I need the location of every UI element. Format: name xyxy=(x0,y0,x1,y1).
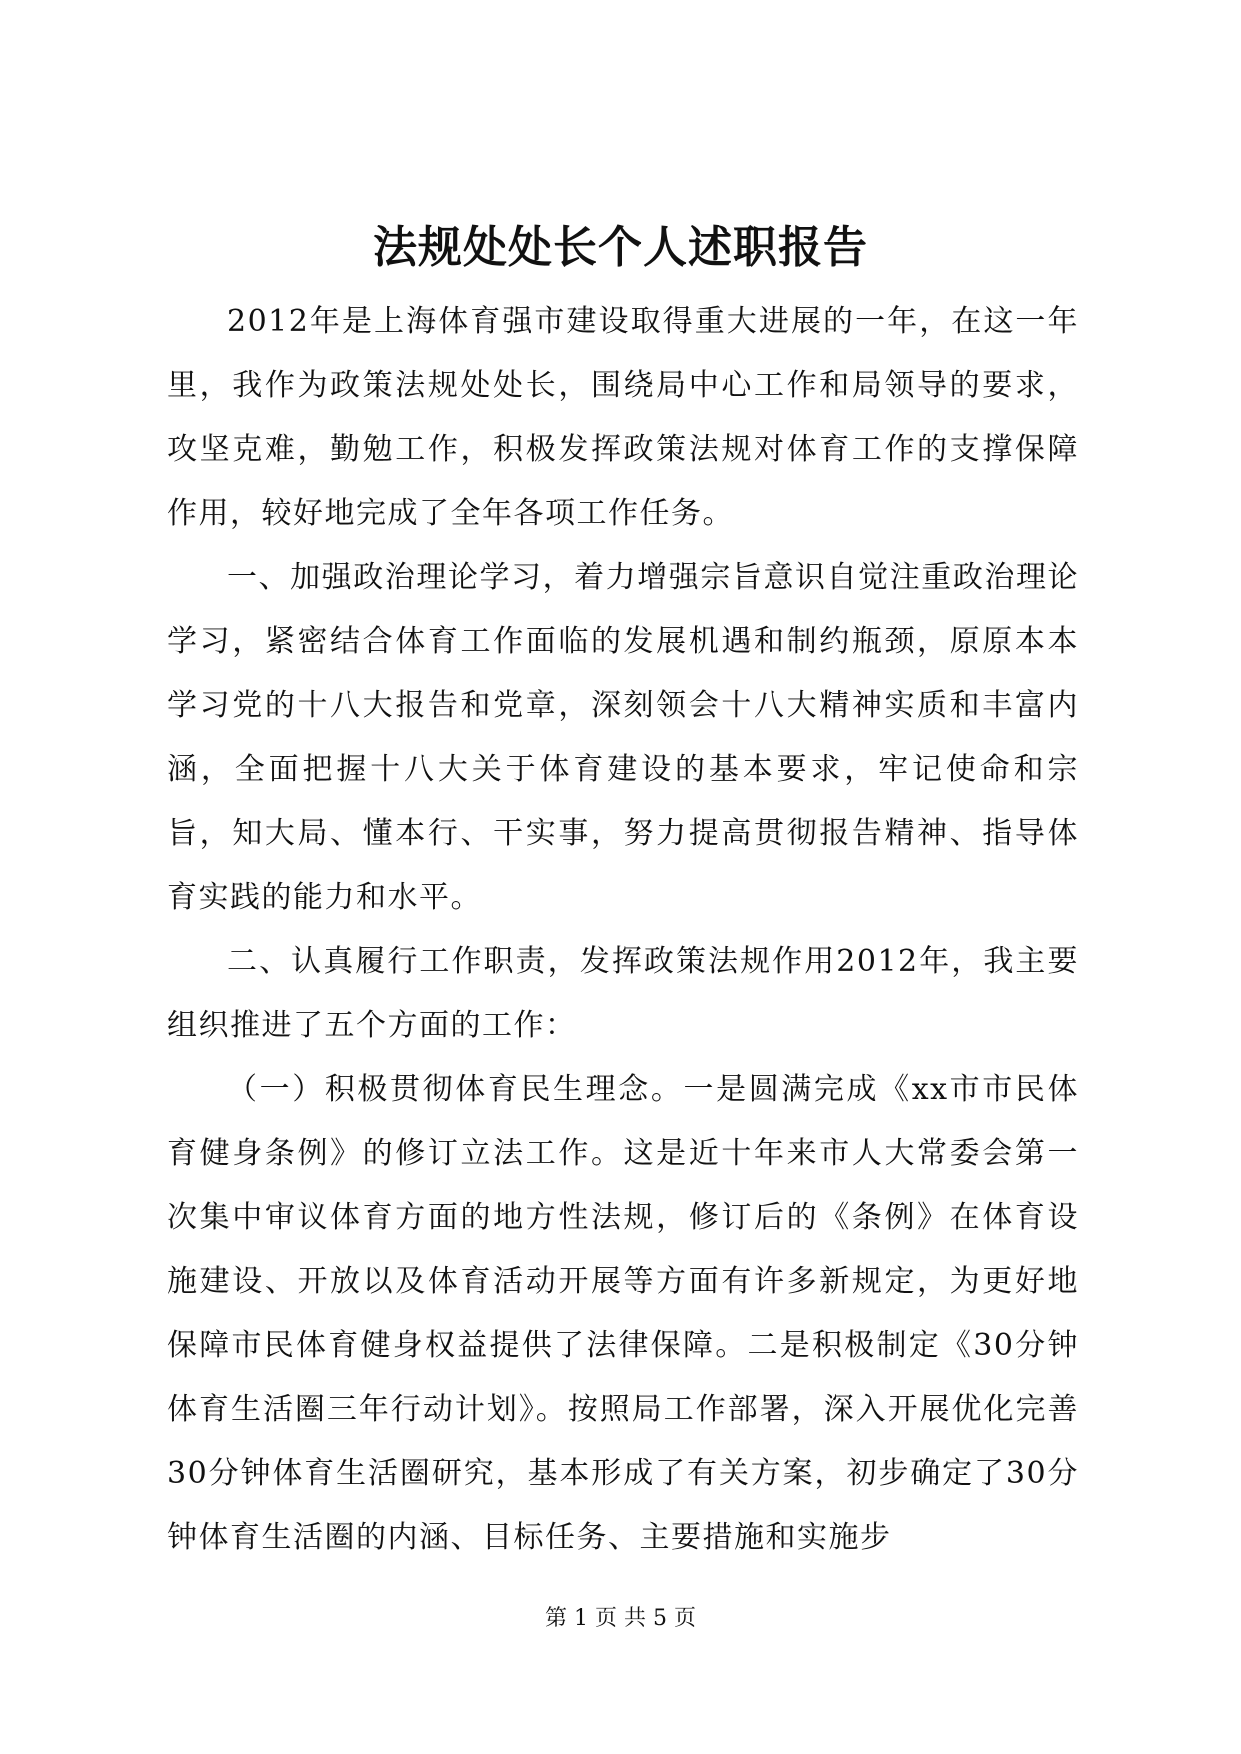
paragraph-section-2: 二、认真履行工作职责，发挥政策法规作用2012年，我主要组织推进了五个方面的工作： xyxy=(167,944,1079,1043)
document-body xyxy=(167,290,1079,1570)
page-footer: 第 1 页 共 5 页 xyxy=(545,1606,696,1631)
paragraph-subsection-1: （一）积极贯彻体育民生理念。一是圆满完成《xx市市民体育健身条例》的修订立法工作。这是近十年来市人大常委会第一次集中审议体育方面的地方性法规，修订后的《条例》在体育设施建设、开放以及体育活动开展等方面有许多新规定，为更好地保障市民体育健身权益提供了法律保障。二是积极制定《30分钟体育生活圈三年行动计划》。按照局工作部署，深入开展优化完善30分钟体育生活圈研究，基本形成了有关方案，初步确定了30分钟体育生活圈的内涵、目标任务、主要措施和实施步 xyxy=(167,1072,1079,1555)
paragraph-intro: 2012年是上海体育强市建设取得重大进展的一年，在这一年里，我作为政策法规处处长，围绕局中心工作和局领导的要求，攻坚克难，勤勉工作，积极发挥政策法规对体育工作的支撑保障作用，较好地完成了全年各项工作任务。 xyxy=(167,304,1079,531)
document-title: 法规处处长个人述职报告 xyxy=(373,222,868,273)
paragraph-section-1: 一、加强政治理论学习，着力增强宗旨意识自觉注重政治理论学习，紧密结合体育工作面临的发展机遇和制约瓶颈，原原本本学习党的十八大报告和党章，深刻领会十八大精神实质和丰富内涵，全面把握十八大关于体育建设的基本要求，牢记使命和宗旨，知大局、懂本行、干实事，努力提高贯彻报告精神、指导体育实践的能力和水平。 xyxy=(167,560,1079,915)
